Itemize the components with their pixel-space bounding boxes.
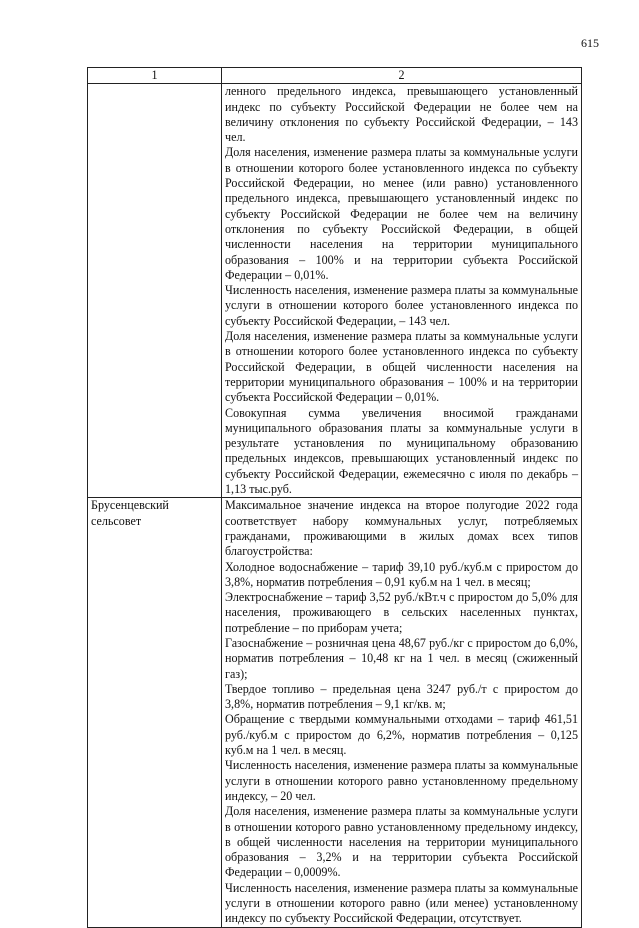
municipality-name-cell bbox=[88, 84, 222, 498]
municipality-name-cell: Брусенцевский сельсовет bbox=[88, 498, 222, 927]
column-header-1: 1 bbox=[88, 68, 222, 84]
paragraph: Совокупная сумма увеличения вносимой гражданами муниципального образования платы за коммунальные услуги в результате установления по муниципальному образованию предельных индексов, превышающих установленный индекс по субъекту Российской Федерации, ежемесячно с июля по декабрь – 1,13 тыс.руб. bbox=[225, 405, 578, 497]
paragraph: Численность населения, изменение размера платы за коммунальные услуги в отношении которого более установленного индекса по субъекту Российской Федерации, – 143 чел. bbox=[225, 283, 578, 328]
page-number: 615 bbox=[581, 36, 599, 50]
paragraph: Твердое топливо – предельная цена 3247 руб./т с приростом до 3,8%, норматив потребления – 9,1 кг/кв. м; bbox=[225, 681, 578, 712]
description-cell bbox=[222, 84, 582, 498]
paragraph: Доля населения, изменение размера платы за коммунальные услуги в отношении которого равно установленному предельному индексу, в общей численности населения на территории муниципального образования – 3,2% и на территории субъекта Российской Федерации – 0,0009%. bbox=[225, 804, 578, 880]
paragraph: Численность населения, изменение размера платы за коммунальные услуги в отношении которого равно установленному предельному индексу, – 20 чел. bbox=[225, 758, 578, 803]
paragraph: Электроснабжение – тариф 3,52 руб./кВт.ч с приростом до 5,0% для населения, проживающего в сельских населенных пунктах, потребление – по приборам учета; bbox=[225, 590, 578, 635]
paragraph: Доля населения, изменение размера платы за коммунальные услуги в отношении которого более установленного индекса по субъекту Российской Федерации, но менее (или равно) установленного предельного индекса, превышающего установленный индекс по субъекту Российской Федерации не более чем на величину отклонения по субъекту Российской Федерации, в общей численности населения на территории муниципального образования – 100% и на территории субъекта Российской Федерации – 0,01%. bbox=[225, 145, 578, 282]
column-header-2: 2 bbox=[222, 68, 582, 84]
paragraph: Численность населения, изменение размера платы за коммунальные услуги в отношении которого равно (или менее) установленному индексу по субъекту Российской Федерации, отсутствует. bbox=[225, 880, 578, 926]
table-row bbox=[88, 498, 582, 927]
paragraph: Максимальное значение индекса на второе полугодие 2022 года соответствует набору коммунальных услуг, потребляемых гражданами, проживающими в жилых домах всех типов благоустройства: bbox=[225, 498, 578, 559]
paragraph: Холодное водоснабжение – тариф 39,10 руб./куб.м с приростом до 3,8%, норматив потребления – 0,91 куб.м на 1 чел. в месяц; bbox=[225, 559, 578, 589]
paragraph: ленного предельного индекса, превышающего установленный индекс по субъекту Российской Федерации не более чем на величину отклонения по субъекту Российской Федерации, – 143 чел. bbox=[225, 84, 578, 145]
paragraph: Обращение с твердыми коммунальными отходами – тариф 461,51 руб./куб.м с приростом до 6,2%, норматив потребления – 0,125 куб.м на 1 чел. в месяц. bbox=[225, 712, 578, 758]
paragraph: Доля населения, изменение размера платы за коммунальные услуги в отношении которого более установленного индекса по субъекту Российской Федерации, в общей численности населения на территории муниципального образования – 100% и на территории субъекта Российской Федерации – 0,01%. bbox=[225, 329, 578, 405]
document-table bbox=[87, 67, 582, 928]
paragraph: Газоснабжение – розничная цена 48,67 руб./кг с приростом до 6,0%, норматив потребления – 10,48 кг на 1 чел. в месяц (сжиженный газ); bbox=[225, 635, 578, 681]
table-row bbox=[88, 84, 582, 498]
description-cell bbox=[222, 498, 582, 927]
table-header-row bbox=[88, 68, 582, 84]
